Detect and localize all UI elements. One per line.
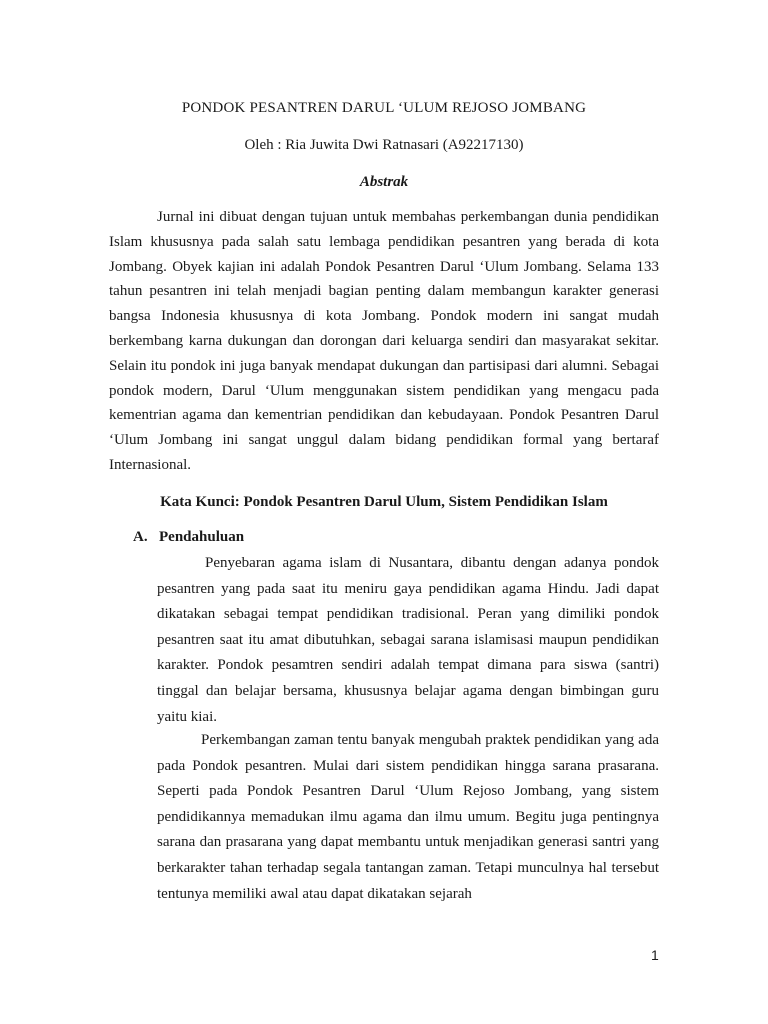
section-marker: A. bbox=[133, 529, 148, 545]
abstract-text: Jurnal ini dibuat dengan tujuan untuk membahas perkembangan dunia pendidikan Islam khususnya pada salah satu lembaga pendidikan pesantren yang berada di kota Jombang. Obyek kajian ini adalah Pondok Pesantren Darul ‘Ulum Jombang. Selama 133 tahun pesantren ini telah menjadi bagian penting dalam membangun karakter generasi bangsa Indonesia khususnya di kota Jombang. Pondok modern ini sangat mudah berkembang karna dukungan dan dorongan dari keluarga sendiri dan masyarakat sekitar. Selain itu pondok ini juga banyak mendapat dukungan dan partisipasi dari alumni. Sebagai pondok modern, Darul ‘Ulum menggunakan sistem pendidikan yang mengacu pada kementrian agama dan kementrian pendidikan dan kebudayaan. Pondok Pesantren Darul ‘Ulum Jombang ini sangat unggul dalam bidang pendidikan formal yang bertaraf Internasional. bbox=[109, 209, 659, 473]
abstract-heading: Abstrak bbox=[359, 174, 409, 190]
intro-paragraph-1: Penyebaran agama islam di Nusantara, dibantu dengan adanya pondok pesantren yang pada saat itu meniru gaya pendidikan agama Hindu. Jadi dapat dikatakan sebagai tempat pendidikan tradisional. Peran yang dimiliki pondok pesantren saat itu amat dibutuhkan, sebagai sarana islamisasi maupun pendidikan karakter. Pondok pesamtren sendiri adalah tempat dimana para siswa (santri) tinggal dan belajar bersama, khususnya belajar agama dengan bimbingan guru yaitu kiai. bbox=[157, 555, 659, 725]
author-line: Oleh : Ria Juwita Dwi Ratnasari (A92217130) bbox=[244, 137, 524, 153]
page-number: 1 bbox=[651, 947, 659, 963]
document-title: PONDOK PESANTREN DARUL ‘ULUM REJOSO JOMBANG bbox=[181, 100, 587, 116]
section-title: Pendahuluan bbox=[159, 529, 245, 545]
section-heading bbox=[133, 529, 244, 546]
intro-paragraph-2: Perkembangan zaman tentu banyak mengubah praktek pendidikan yang ada pada Pondok pesantren. Mulai dari sistem pendidikan hingga sarana prasarana. Seperti pada Pondok Pesantren Darul ‘Ulum Rejoso Jombang, yang sistem pendidikannya memadukan ilmu agama dan ilmu umum. Begitu juga pentingnya sarana dan prasarana yang dapat membantu untuk menjadikan generasi santri yang berkarakter tahan terhadap segala tantangan zaman. Tetapi munculnya hal tersebut tentunya memiliki awal atau dapat dikatakan sejarah bbox=[157, 732, 659, 902]
keywords-line: Kata Kunci: Pondok Pesantren Darul Ulum, Sistem Pendidikan Islam bbox=[160, 494, 608, 510]
